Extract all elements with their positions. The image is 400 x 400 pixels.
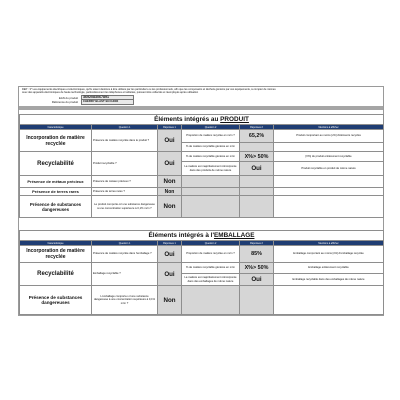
- criterion-cell: Incorporation de matière recyclée: [20, 130, 92, 152]
- criterion-cell: Présence de substances dangereuses: [20, 196, 92, 218]
- question2-cell: [182, 188, 240, 196]
- reference-row: [45, 100, 134, 104]
- header-cell: Caractéristique: [20, 241, 92, 246]
- table-row: [20, 188, 384, 196]
- table-row: [20, 263, 384, 274]
- question1-cell: Présence de métaux précieux ?: [92, 176, 158, 188]
- question2-cell: Proportion de matière recyclée en m/m ?: [182, 246, 240, 263]
- mention-cell: [274, 143, 384, 152]
- question2-cell: [182, 176, 240, 188]
- ean-label: EAN du produit: [59, 96, 78, 101]
- header-cell: Mentions à afficher: [274, 241, 384, 246]
- answer2-cell: [240, 176, 274, 188]
- question2-cell: [182, 196, 240, 218]
- mention-cell: [274, 188, 384, 196]
- question1-cell: Présence de terres rares ?: [92, 188, 158, 196]
- answer1-cell: Non: [158, 286, 182, 315]
- answer2-cell: X%> 50%: [240, 263, 274, 274]
- question1-cell: Présence de matière recyclée dans le produit ?: [92, 130, 158, 152]
- header-cell: Question 2: [182, 241, 240, 246]
- answer2-cell: [240, 196, 274, 218]
- question2-cell: La matière est majoritairement réincorporée dans des produits de même nature: [182, 162, 240, 176]
- intro-line: ceux des appareils électroniques de haute technologie, particulièrement les téléphones et tablettes, puissent être collectés et réemployés après utilisation: [22, 91, 199, 95]
- answer1-cell: Non: [158, 196, 182, 218]
- mention-cell: Produit comportant au moins [x%] d'éléments recyclés: [274, 130, 384, 143]
- header-cell: Réponses 1: [158, 241, 182, 246]
- question2-cell: La matière est majoritairement réincorporée dans des emballages de même nature: [182, 274, 240, 286]
- packaging-table: [19, 230, 384, 315]
- criterion-cell: Incorporation de matière recyclée: [20, 246, 92, 263]
- question2-cell: % de matière recyclable générée en m/m: [182, 143, 240, 152]
- answer2-cell: Oui: [240, 162, 274, 176]
- mention-cell: [X%] du produit entièrement recyclable: [274, 152, 384, 162]
- answer2-cell: 65,2%: [240, 130, 274, 143]
- answer2-cell: 85%: [240, 246, 274, 263]
- question1-cell: Produit recyclable ?: [92, 152, 158, 176]
- table-row: [20, 152, 384, 162]
- product-identity: [45, 96, 134, 104]
- table-row: [20, 130, 384, 143]
- header-cell: Réponses 2: [240, 125, 274, 130]
- criterion-cell: Présence de métaux précieux: [20, 176, 92, 188]
- answer1-cell: Non: [158, 176, 182, 188]
- criterion-cell: Recyclabilité: [20, 152, 92, 176]
- mention-cell: [274, 196, 384, 218]
- header-cell: Caractéristique: [20, 125, 92, 130]
- header-cell: Réponses 1: [158, 125, 182, 130]
- intro-line: DEP : 3° Les équipements électriques et électroniques, qu'ils soient destinés à être utilisés par les particuliers ou les professionnels, afin que les composants et déchets générés par ces équipements, à compter de mêmes: [22, 88, 276, 91]
- question1-cell: L'emballage comporte-t-il une substance dangereuse à une concentration supérieure à 0,1% m/m ?: [92, 286, 158, 315]
- answer2-cell: Oui: [240, 274, 274, 286]
- answer2-cell: X%> 50%: [240, 152, 274, 162]
- answer1-cell: Oui: [158, 152, 182, 176]
- table-row: [20, 196, 384, 218]
- table-row: [20, 176, 384, 188]
- header-cell: Question 2: [182, 125, 240, 130]
- question2-cell: [182, 286, 240, 315]
- question1-cell: Présence de matière recyclée dans l'emballage ?: [92, 246, 158, 263]
- reference-label: Référence du produit: [51, 100, 78, 105]
- separator-band: [19, 106, 383, 110]
- table-row: [20, 286, 384, 315]
- mention-cell: Emballage entièrement recyclable: [274, 263, 384, 274]
- question1-cell: Emballage recyclable ?: [92, 263, 158, 286]
- product-table: [19, 114, 384, 218]
- table-row: [20, 246, 384, 263]
- question2-cell: % de matière recyclable générée en m/m: [182, 263, 240, 274]
- packaging-section-title: Éléments intégrés à l'EMBALLAGE: [20, 231, 384, 241]
- header-cell: Réponses 2: [240, 241, 274, 246]
- header-cell: Question 1: [92, 125, 158, 130]
- mention-cell: [274, 286, 384, 315]
- product-information-sheet: [18, 86, 384, 316]
- mention-cell: Produit recyclable en produit de même nature: [274, 162, 384, 176]
- mention-cell: Emballage comportant au moins [x%] d'emballage recyclée: [274, 246, 384, 263]
- answer2-cell: [240, 188, 274, 196]
- answer2-cell: [240, 286, 274, 315]
- header-cell: Question 1: [92, 241, 158, 246]
- criterion-cell: Présence de substances dangereuses: [20, 286, 92, 315]
- criterion-cell: Présence de terres rares: [20, 188, 92, 196]
- answer1-cell: Oui: [158, 246, 182, 263]
- packaging-title-row: [20, 231, 384, 241]
- product-title-row: [20, 115, 384, 125]
- product-section-title: Éléments intégrés au PRODUIT: [20, 115, 384, 125]
- mention-cell: Emballage recyclable dans des emballages de même nature: [274, 274, 384, 286]
- question2-cell: % de matière recyclable générée en m/m: [182, 152, 240, 162]
- answer1-cell: Oui: [158, 130, 182, 152]
- criterion-cell: Recyclabilité: [20, 263, 92, 286]
- reference-value: CHERRY BLAST 99 CHOIX: [81, 99, 134, 105]
- ean-value: 3692083067891: [81, 95, 134, 101]
- question2-cell: Proportion de matière recyclée en m/m ?: [182, 130, 240, 143]
- question1-cell: Le produit comporte-t-il une substance dangereuse à une concentration supérieure à 0,1% m/m ?: [92, 196, 158, 218]
- answer1-cell: Oui: [158, 263, 182, 286]
- answer1-cell: Non: [158, 188, 182, 196]
- mention-cell: [274, 176, 384, 188]
- header-cell: Mentions à afficher: [274, 125, 384, 130]
- answer2-cell: [240, 143, 274, 152]
